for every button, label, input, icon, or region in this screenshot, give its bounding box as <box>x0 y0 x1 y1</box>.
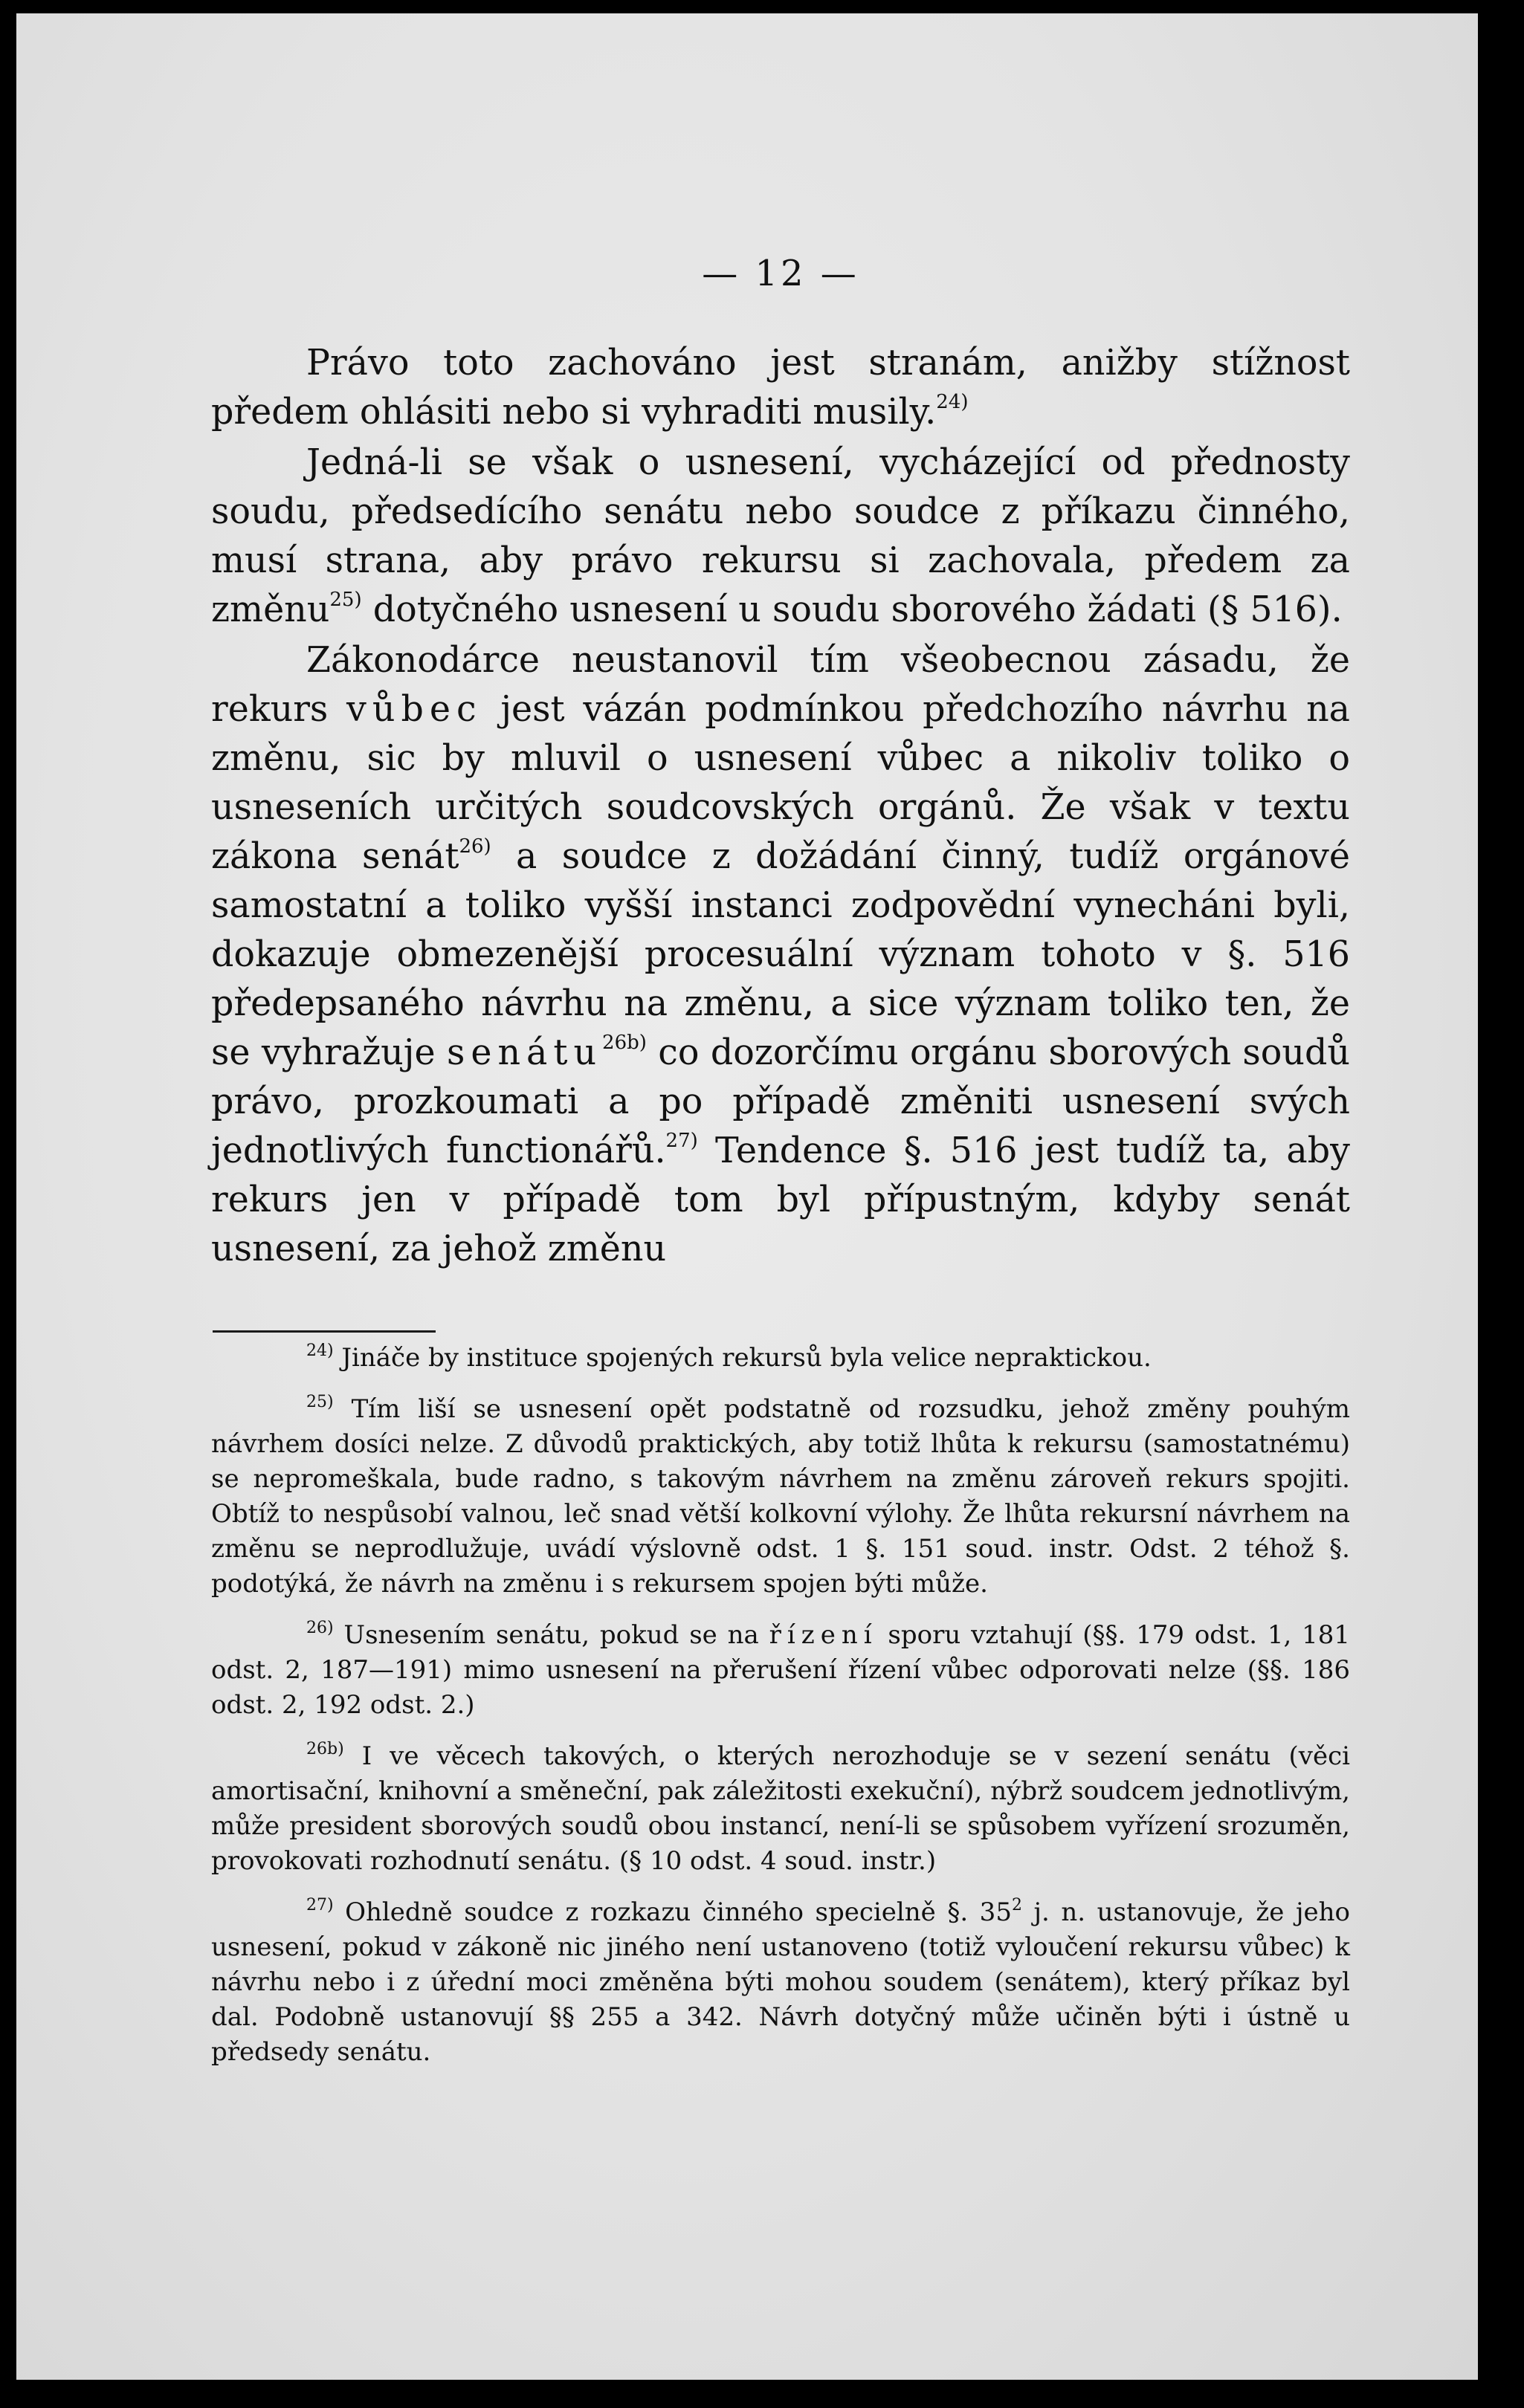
paragraph-text: Jedná-li se však o usnesení, vycházející od přednosty soudu, předsedícího senátu nebo soudce z příkazu činného, musí strana, aby právo rekursu si zachovala, předem za změnu <box>211 442 1350 630</box>
footnotes <box>211 1341 1350 2070</box>
footnote-ref-24: 24) <box>936 391 969 414</box>
footnote-27 <box>211 1895 1350 2070</box>
paragraph-text: a soudce z dožádání činný, tudíž orgánové samostatní a toliko vyšší instanci zodpovědní vynecháni byli, dokazuje obmezenější procesuální význam tohoto v §. 516 předepsaného návrhu na změnu, a sice význam toliko ten, že se vyhražuje <box>211 836 1350 1073</box>
paragraph-text: Právo toto zachováno jest stranám, anižby stížnost předem ohlásiti nebo si vyhraditi musily. <box>211 343 1350 433</box>
footnote-ref-27: 27) <box>665 1130 698 1153</box>
superscript-2: 2 <box>1011 1895 1022 1915</box>
footnote-text: j. n. ustanovuje, že jeho usnesení, pokud v zákoně nic jiného není ustanoveno (totiž vyloučení rekursu vůbec) k návrhu nebo i z úřední moci změněna býti mohou soudem (senátem), který příkaz byl dal. Podobně ustanovují §§ 255 a 342. Návrh dotyčný může učiněn býti i ústně u předsedy senátu. <box>211 1897 1350 2067</box>
page-number: — 12 — <box>702 253 859 294</box>
paragraph-3 <box>211 636 1350 1274</box>
footnote-text: I ve věcech takových, o kterých nerozhoduje se v sezení senátu (věci amortisační, knihovní a směneční, pak záležitosti exekuční), nýbrž soudcem jednotlivým, může president sborových soudů obou instancí, není-li se spůsobem vyřízení srozuměn, provokovati rozhodnutí senátu. (§ 10 odst. 4 soud. instr.) <box>211 1741 1350 1876</box>
footnote-text: Usnesením senátu, pokud se na <box>333 1620 769 1650</box>
main-text <box>211 339 1350 1274</box>
footnote-mark: 24) <box>306 1341 334 1360</box>
footnote-mark: 26) <box>306 1618 334 1637</box>
paragraph-text: dotyčného usnesení u soudu sborového žádati (§ 516). <box>361 589 1343 630</box>
footnote-text: Tím liší se usnesení opět podstatně od rozsudku, jehož změny pouhým návrhem dosíci nelze. Z důvodů praktických, aby totiž lhůta k rekursu (samostatnému) se nepromeškala, bude radno, s takovým návrhem na změnu zároveň rekurs spojiti. Obtíž to nespůsobí valnou, leč snad větší kolkovní výlohy. Že lhůta rekursní návrhem na změnu se neprodlužuje, uvádí výslovně odst. 1 §. 151 soud. instr. Odst. 2 téhož §. podotýká, že návrh na změnu i s rekursem spojen býti může. <box>211 1394 1350 1599</box>
emphasis-senatu: senátu <box>446 1032 603 1073</box>
paragraph-1 <box>211 339 1350 437</box>
paragraph-2 <box>211 438 1350 635</box>
paragraph-text: Tendence §. 516 jest tudíž ta, aby rekurs jen v případě tom byl přípustným, kdyby senát usnesení, za jehož změnu <box>211 1130 1350 1269</box>
emphasis-vubec: vůbec <box>346 689 482 730</box>
footnote-text: Ohledně soudce z rozkazu činného specielně §. 35 <box>333 1897 1012 1927</box>
footnote-26b <box>211 1739 1350 1879</box>
footnote-mark: 27) <box>306 1895 334 1915</box>
paragraph-text: co dozorčímu orgánu sborových soudů právo, prozkoumati a po případě změniti usnesení svých jednotlivých functionářů. <box>211 1032 1350 1171</box>
emphasis-rizeni: řízení <box>769 1620 878 1650</box>
footnote-divider <box>213 1330 436 1333</box>
paragraph-text: jest vázán podmínkou předchozího návrhu na změnu, sic by mluvil o usnesení vůbec a nikoliv toliko o usneseních určitých soudcovských orgánů. Že však v textu zákona senát <box>211 689 1351 877</box>
footnote-text: Jináče by instituce spojených rekursů byla velice nepraktickou. <box>333 1343 1152 1373</box>
footnote-26 <box>211 1618 1350 1723</box>
footnote-ref-26b: 26b) <box>602 1032 647 1055</box>
scanned-page <box>16 13 1478 2380</box>
footnote-mark: 26b) <box>306 1739 344 1758</box>
footnote-mark: 25) <box>306 1392 334 1411</box>
footnote-ref-25: 25) <box>329 589 362 612</box>
footnote-25 <box>211 1392 1350 1602</box>
footnote-text: sporu vztahují (§§. 179 odst. 1, 181 odst. 2, 187—191) mimo usnesení na přerušení řízení vůbec odporovati nelze (§§. 186 odst. 2, 192 odst. 2.) <box>211 1620 1351 1720</box>
footnote-ref-26: 26) <box>459 835 491 858</box>
footnote-24 <box>211 1341 1350 1376</box>
paragraph-text: Zákonodárce neustanovil tím všeobecnou zásadu, že rekurs <box>211 640 1350 730</box>
